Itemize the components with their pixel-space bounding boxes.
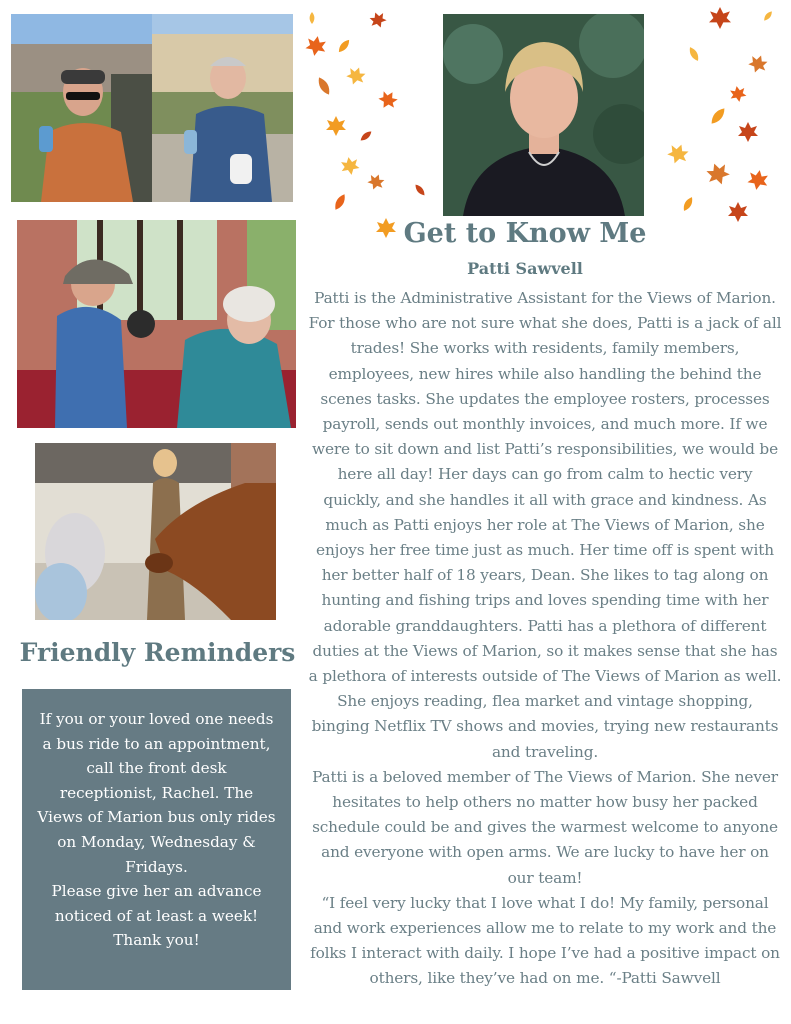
leaf-icon [762,10,773,22]
reminders-title: Friendly Reminders [19,638,296,667]
leaf-icon [336,38,351,54]
leaf-icon [687,45,701,62]
leaf-icon [729,85,748,104]
reminders-text: Please give her an advance noticed of at least a week! Thank you! [51,882,262,950]
leaf-icon [344,64,367,87]
leaf-icon [340,156,361,177]
leaf-icon [746,168,769,191]
leaf-icon [310,12,315,24]
leaf-icon [332,192,347,211]
leaf-icon [746,52,769,75]
autumn-leaves-left-icon [296,6,446,246]
leaf-icon [738,122,758,142]
leaf-icon [681,195,695,212]
profile-bio [308,286,782,992]
photo-resident-cap [152,14,293,202]
leaf-icon [366,172,387,193]
reminders-box [22,689,291,990]
bio-quote: “I feel very lucky that I love what I do! My family, personal and work experiences allow me to relate to my work and the folks I interact with daily. I hope I’ve had a positive impact on others, like they’ve had on me. “-Patti Sawvell [310,893,780,988]
reminders-text: If you or your loved one needs a bus ride to an appointment, call the front desk receptionist, Rachel. The Views of Marion bus only rides on Monday, Wednesday & Fridays. [37,710,276,876]
photo-resident-microphone [17,220,296,428]
photo-portrait-icon [443,14,644,216]
leaf-icon [709,106,728,126]
photo-resident-sunglasses-icon [11,14,152,202]
leaf-icon [304,34,327,57]
leaf-icon [359,129,373,142]
leaf-icon [326,116,346,136]
photo-resident-microphone-icon [17,220,296,428]
leaf-icon [316,75,333,96]
profile-title: Get to Know Me [403,218,647,249]
photo-horse-visit-icon [35,443,276,620]
autumn-leaves-right-icon [648,4,788,234]
bio-paragraph: Patti is the Administrative Assistant for the Views of Marion. For those who are not sure what she does, Patti is a jack of all trades! She works with residents, family members, employees, new hires while also handling the behind the scenes tasks. She updates the employee rosters, processes payroll, sends out monthly invoices, and much more. If we were to sit down and list Patti’s responsibilities, we would be here all day! Her days can go from calm to hectic very quickly, and she handles it all with grace and kindness. As much as Patti enjoys her role at The Views of Marion, she enjoys her free time just as much. Her time off is spent with her better half of 18 years, Dean. She likes to tag along on hunting and fishing trips and loves spending time with her adorable granddaughters. Patti has a plethora of different duties at the Views of Marion, so it makes sense that she has a plethora of interests outside of The Views of Marion as well. She enjoys reading, flea market and vintage shopping, binging Netflix TV shows and movies, trying new restaurants and traveling. [308,289,782,761]
bio-paragraph: Patti is a beloved member of The Views of Marion. She never hesitates to help others no matter how busy her packed schedule could be and gives the warmest welcome to anyone and everyone with open arms. We are lucky to have her on our team! [312,767,778,887]
photo-horse-visit [35,443,276,620]
leaf-icon [709,7,731,29]
photo-resident-cap-icon [152,14,293,202]
leaf-icon [376,88,401,113]
leaf-icon [665,141,691,167]
leaf-icon [728,202,748,222]
leaf-icon [368,10,389,31]
photo-portrait [443,14,644,216]
leaf-icon [704,160,732,188]
profile-name: Patti Sawvell [467,259,583,278]
leaf-icon [413,183,426,197]
photo-resident-sunglasses [11,14,152,202]
